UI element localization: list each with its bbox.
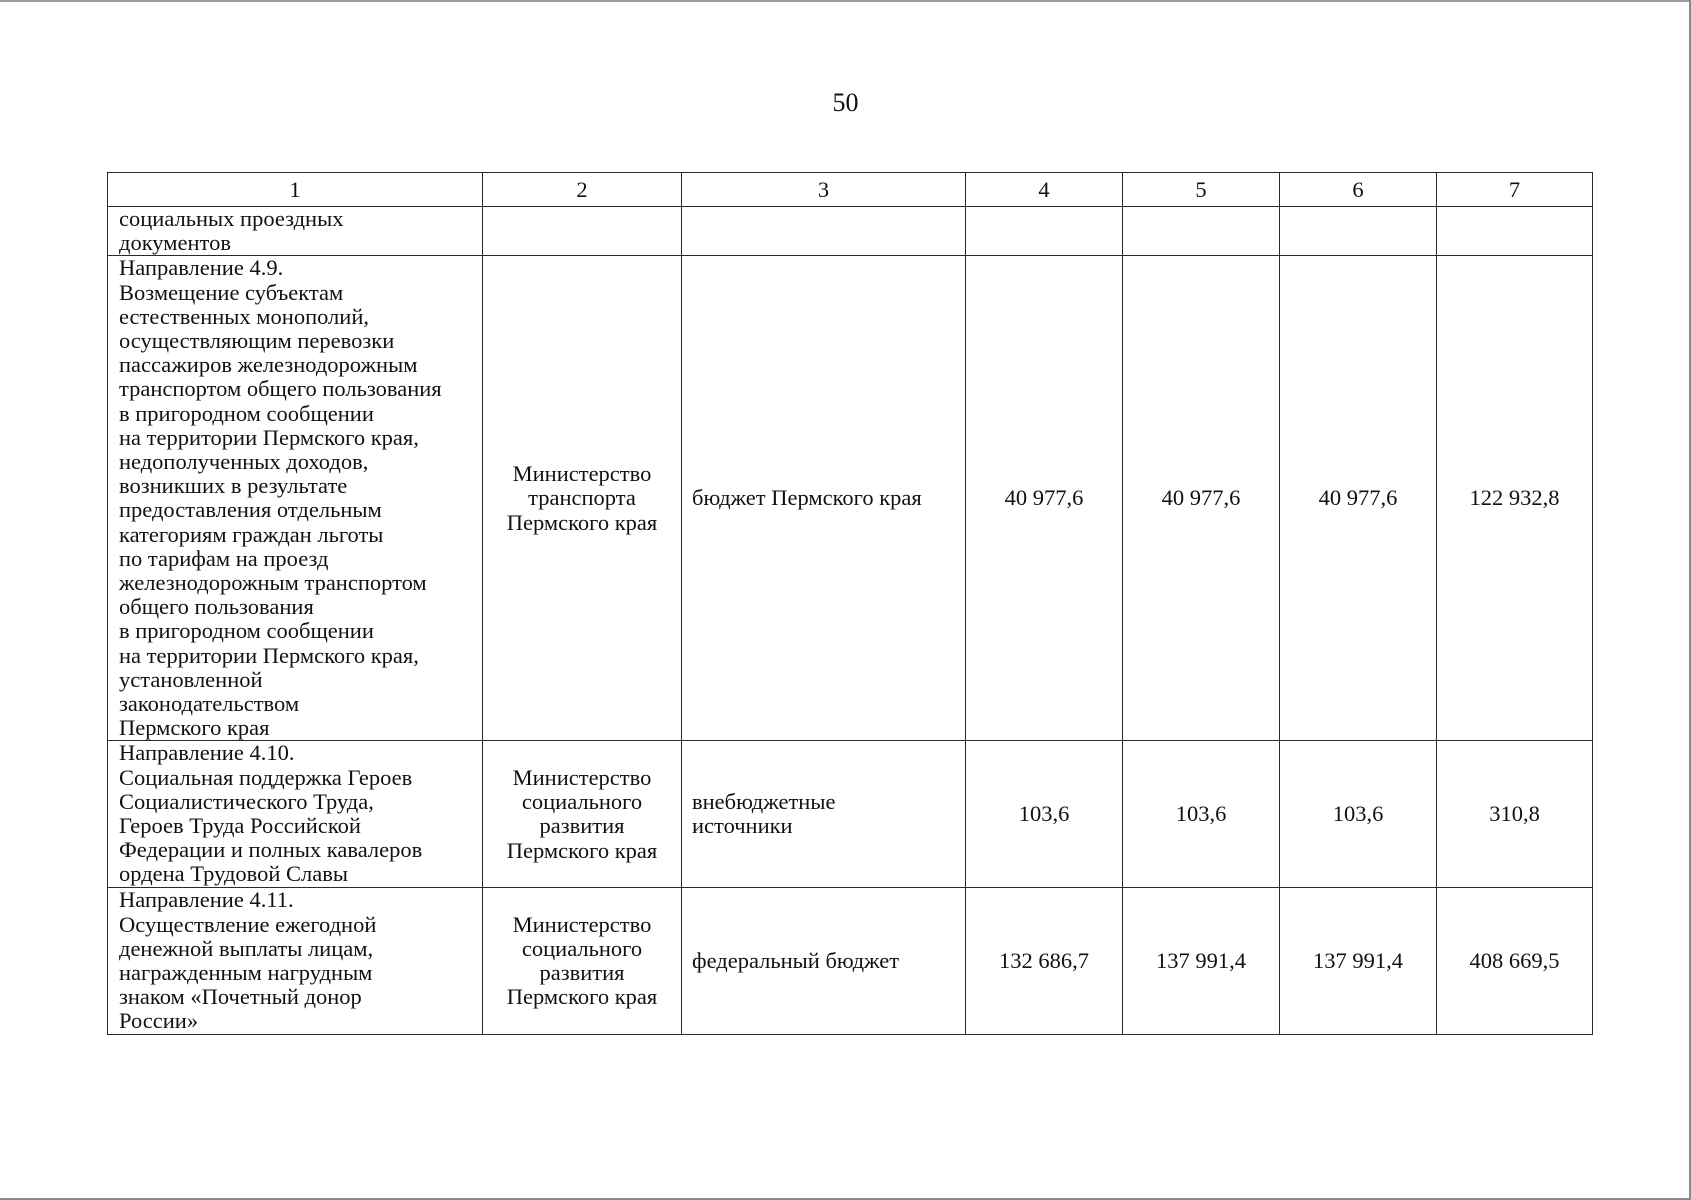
description-line: транспортом общего пользования	[119, 376, 442, 402]
executor-cell	[483, 256, 682, 741]
value-cell	[1437, 207, 1593, 256]
description-line: категориям граждан льготы	[119, 521, 384, 547]
description-line: Направление 4.9.	[119, 255, 284, 281]
value-cell: 103,6	[1280, 741, 1437, 888]
scan-edge-top	[0, 0, 1691, 2]
executor-cell	[483, 741, 682, 888]
table-row	[108, 256, 1593, 741]
description-line: общего пользования	[119, 594, 314, 620]
description-line: Направление 4.11.	[119, 887, 294, 913]
value-cell: 132 686,7	[966, 888, 1123, 1034]
value-cell: 310,8	[1437, 741, 1593, 888]
description-line: в пригородном сообщении	[119, 400, 374, 426]
executor-line: Пермского края	[506, 837, 658, 863]
source-line: источники	[692, 813, 793, 839]
description-line: осуществляющим перевозки	[119, 328, 395, 354]
executor-line: социального	[521, 789, 643, 815]
description-line: пассажиров железнодорожным	[119, 352, 418, 378]
executor-cell	[483, 207, 682, 256]
description-line: Осуществление ежегодной	[119, 911, 377, 937]
value-cell: 122 932,8	[1437, 256, 1593, 741]
executor-line: развития	[539, 813, 625, 839]
description-line: по тарифам на проезд	[119, 545, 329, 571]
table-row	[108, 888, 1593, 1034]
header-row	[108, 173, 1593, 207]
source-cell	[682, 741, 966, 888]
description-line: естественных монополий,	[119, 303, 369, 329]
description-line: установленной	[119, 666, 263, 692]
source-line: бюджет Пермского края	[692, 485, 922, 511]
column-number: 3	[682, 173, 966, 207]
description-cell	[108, 207, 483, 256]
description-line: социальных проездных	[119, 206, 344, 231]
source-cell	[682, 888, 966, 1034]
funding-table	[107, 172, 1593, 1035]
value-cell: 103,6	[1123, 741, 1280, 888]
executor-line: Пермского края	[506, 509, 658, 535]
description-line: Героев Труда Российской	[119, 813, 361, 839]
column-number: 7	[1437, 173, 1593, 207]
column-number: 5	[1123, 173, 1280, 207]
executor-cell	[483, 888, 682, 1034]
source-cell	[682, 256, 966, 741]
table-row	[108, 741, 1593, 888]
value-cell: 40 977,6	[1280, 256, 1437, 741]
description-line: железнодорожным транспортом	[119, 570, 427, 596]
value-cell	[1280, 207, 1437, 256]
description-line: ордена Трудовой Славы	[119, 861, 349, 887]
description-line: России»	[119, 1008, 199, 1034]
value-cell	[1123, 207, 1280, 256]
value-cell: 103,6	[966, 741, 1123, 888]
description-line: знаком «Почетный донор	[119, 984, 362, 1010]
source-line: внебюджетные	[692, 789, 836, 815]
description-cell	[108, 888, 483, 1034]
column-number: 4	[966, 173, 1123, 207]
description-line: Социальная поддержка Героев	[119, 764, 413, 790]
value-cell	[966, 207, 1123, 256]
value-cell: 137 991,4	[1123, 888, 1280, 1034]
value-cell: 40 977,6	[966, 256, 1123, 741]
description-line: Федерации и полных кавалеров	[119, 837, 423, 863]
executor-line: развития	[539, 960, 625, 986]
executor-line: Министерство	[512, 765, 652, 791]
column-number: 6	[1280, 173, 1437, 207]
value-cell: 137 991,4	[1280, 888, 1437, 1034]
value-cell: 40 977,6	[1123, 256, 1280, 741]
description-line: законодательством	[119, 691, 300, 717]
executor-line: Министерство	[512, 461, 652, 487]
source-line: федеральный бюджет	[692, 947, 900, 973]
description-line: в пригородном сообщении	[119, 618, 374, 644]
description-line: награжденным нагрудным	[119, 960, 373, 986]
description-cell	[108, 741, 483, 888]
executor-line: транспорта	[528, 485, 636, 511]
column-number: 1	[108, 173, 483, 207]
description-line: Социалистического Труда,	[119, 788, 374, 814]
source-cell	[682, 207, 966, 256]
value-cell: 408 669,5	[1437, 888, 1593, 1034]
description-line: на территории Пермского края,	[119, 424, 419, 450]
executor-line: Пермского края	[506, 984, 658, 1010]
page-number: 50	[832, 88, 859, 117]
description-line: предоставления отдельным	[119, 497, 382, 523]
description-cell	[108, 256, 483, 741]
description-line: Возмещение субъектам	[119, 279, 344, 305]
table-row	[108, 207, 1593, 256]
column-number: 2	[483, 173, 682, 207]
description-line: на территории Пермского края,	[119, 642, 419, 668]
executor-line: социального	[521, 935, 643, 961]
description-line: Направление 4.10.	[119, 740, 295, 766]
executor-line: Министерство	[512, 911, 652, 937]
description-line: денежной выплаты лицам,	[119, 935, 374, 961]
description-line: документов	[119, 230, 231, 256]
description-line: Пермского края	[119, 715, 270, 741]
description-line: возникших в результате	[119, 473, 348, 499]
description-line: недополученных доходов,	[119, 449, 369, 475]
